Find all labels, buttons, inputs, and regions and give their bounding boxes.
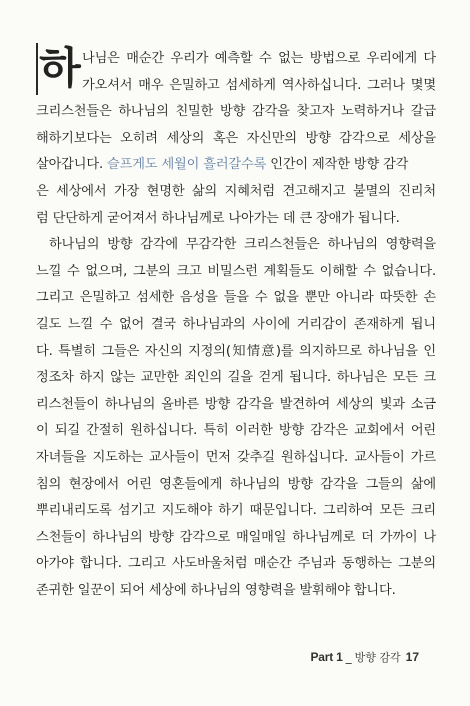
paragraph-2-line-8: 이 되길 간절히 원하십니다. 특히 이러한 방향 감각은 교회에서 어린 [36, 423, 436, 439]
footer-section-title: 방향 감각 [354, 651, 401, 664]
paragraph-2-line-9: 자녀들을 지도하는 교사들이 먼저 갖추길 원하십니다. 교사들이 가르 [36, 449, 436, 465]
paragraph-2-line-5: 다. 특별히 그들은 자신의 지정의(知情意)를 의지하므로 하나님을 인 [36, 343, 436, 359]
paragraph-1-line-7: 럼 단단하게 굳어져서 하나님께로 나아가는 데 큰 장애가 됩니다. [36, 210, 400, 226]
paragraph-1-line-1: 나님은 매순간 우리가 예측할 수 없는 방법으로 우리에게 다 [82, 51, 436, 66]
paragraph-2-line-10: 침의 현장에서 어린 영혼들에게 하나님의 방향 감각을 그들의 삶에 [36, 476, 436, 492]
paragraph-1-line-5-after: 인간이 제작한 방향 감각 [266, 157, 409, 173]
page-number: 17 [405, 650, 419, 664]
paragraph-2-line-7: 리스천들이 하나님의 올바른 방향 감각을 발견하여 세상의 빛과 소금 [36, 396, 436, 412]
paragraph-2-line-2: 느낄 수 없으며, 그분의 크고 비밀스런 계획들도 이해할 수 없습니다. [36, 263, 436, 279]
page-footer [303, 647, 419, 667]
paragraph-2-line-11: 뿌리내리도록 섬기고 지도해야 하기 때문입니다. 그리하여 모든 크리 [36, 503, 436, 519]
paragraph-1-line-5 [36, 152, 436, 179]
paragraph-2-line-4: 길도 느낄 수 없어 결국 하나님과의 사이에 거리감이 존재하게 됩니 [36, 316, 436, 332]
paragraph-1-line-4: 해하기보다는 오히려 세상의 혹은 자신만의 방향 감각으로 세상을 [36, 130, 436, 146]
body-text [36, 46, 436, 604]
paragraph-1-line-5-faded: 슬프게도 세월이 흘러갈수록 [103, 157, 267, 173]
paragraph-1-line-5-before: 살아갑니다. [36, 157, 103, 173]
footer-part-label: Part 1 [310, 650, 343, 664]
paragraph-2 [36, 232, 436, 604]
paragraph-1-line-6: 은 세상에서 가장 현명한 삶의 지혜처럼 견고해지고 불멸의 진리처 [36, 183, 436, 199]
paragraph-2-line-6: 정조차 하지 않는 교만한 죄인의 길을 걷게 됩니다. 하나님은 모든 크 [36, 370, 436, 386]
paragraph-2-line-13: 아가야 합니다. 그리고 사도바울처럼 매순간 주님과 동행하는 그분의 [36, 556, 436, 572]
paragraph-1 [36, 46, 436, 232]
paragraph-2-line-14: 존귀한 일꾼이 되어 세상에 하나님의 영향력을 발휘해야 합니다. [36, 582, 396, 598]
paragraph-1-line-2: 가오셔서 매우 은밀하고 섬세하게 역사하십니다. 그러나 몇몇 [82, 77, 436, 93]
paragraph-2-line-12: 스천들이 하나님의 방향 감각으로 매일매일 하나님께로 더 가까이 나 [36, 529, 436, 545]
paragraph-2-line-3: 그리고 은밀하고 섬세한 음성을 들을 수 없을 뿐만 아니라 따뜻한 손 [36, 290, 436, 306]
footer-separator: _ [345, 650, 352, 664]
paragraph-1-line-3: 크리스천들은 하나님의 친밀한 방향 감각을 찾고자 노력하거나 갈급 [36, 104, 436, 120]
paragraph-2-line-1: 하나님의 방향 감각에 무감각한 크리스천들은 하나님의 영향력을 [49, 237, 436, 253]
drop-cap: 하 [36, 43, 82, 95]
